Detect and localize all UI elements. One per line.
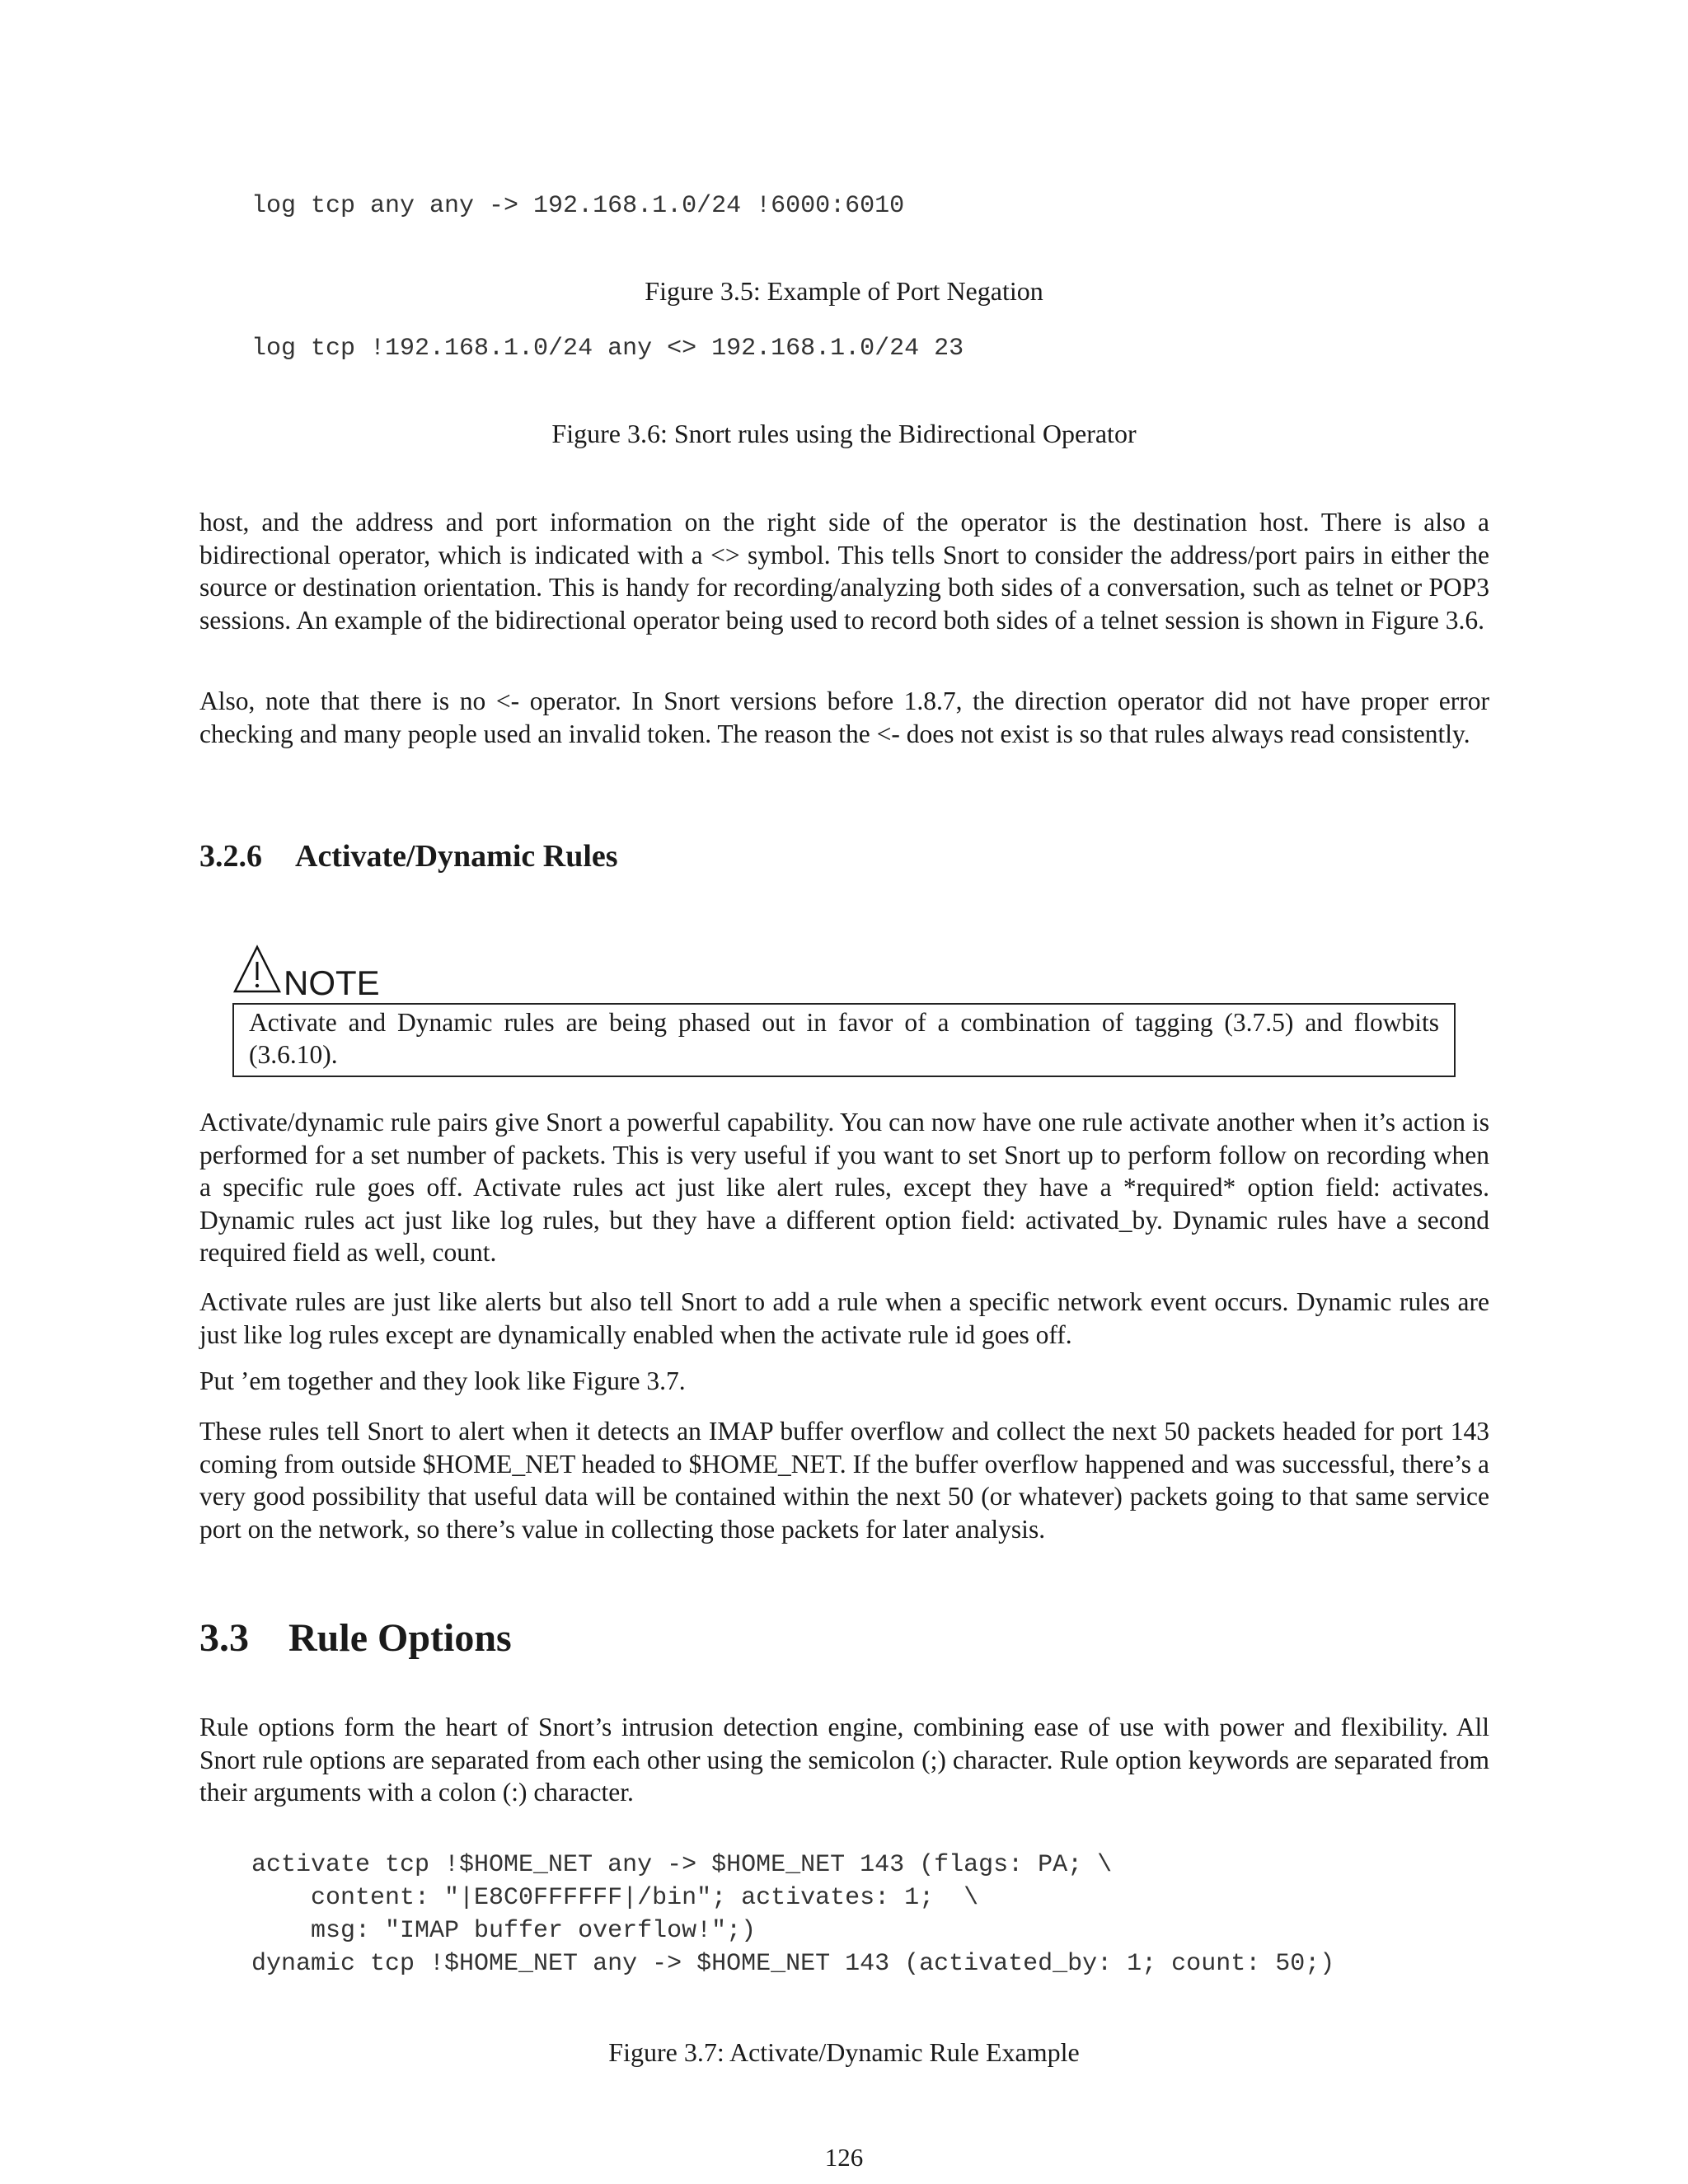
section-heading-3-2-6: [199, 838, 618, 874]
figure-3-5-code: log tcp any any -> 192.168.1.0/24 !6000:6010: [251, 192, 905, 220]
paragraph-imap-overflow: These rules tell Snort to alert when it detects an IMAP buffer overflow and collect the next 50 packets headed for port 143 coming from outside $HOME_NET headed to $HOME_NET. If the buffer overflow happened and was successful, there’s a very good possibility that useful data will be contained within the next 50 (or whatever) packets going to that same service port on the network, so there’s value in collecting those packets for later analysis.: [199, 1417, 1489, 1544]
warning-triangle-icon: [232, 944, 282, 1003]
paragraph-activate-dynamic-pairs: Activate/dynamic rule pairs give Snort a powerful capability. You can now have one rule activate another when it’s action is performed for a set number of packets. This is very useful if you want to set Snort up to perform follow on recording when a specific rule goes off. Activate rules act just like alert rules, except they have a *required* option field: activates. Dynamic rules act just like log rules, but they have a different option field: activated_by. Dynamic rules have a second required field as well, count.: [199, 1108, 1489, 1267]
section-heading-3-3: [199, 1615, 512, 1661]
code-line: dynamic tcp !$HOME_NET any -> $HOME_NET 143 (activated_by: 1; count: 50;): [251, 1950, 1335, 1978]
code-line: msg: "IMAP buffer overflow!";): [251, 1917, 757, 1945]
page-number: 126: [824, 2143, 864, 2172]
code-line: activate tcp !$HOME_NET any -> $HOME_NET 143 (flags: PA; \: [251, 1851, 1113, 1879]
figure-3-6-caption: Figure 3.6: Snort rules using the Bidirectional Operator: [551, 419, 1137, 448]
note-header: [232, 944, 380, 1001]
figure-3-7-caption: Figure 3.7: Activate/Dynamic Rule Example: [608, 2037, 1080, 2067]
paragraph-bidirectional: host, and the address and port information on the right side of the operator is the destination host. There is also a bidirectional operator, which is indicated with a <> symbol. This tells Snort to consider the address/port pairs in either the source or destination orientation. This is handy for recording/analyzing both sides of a conversation, such as telnet or POP3 sessions. An example of the bidirectional operator being used to record both sides of a telnet session is shown in Figure 3.6.: [199, 508, 1489, 635]
figure-3-5-caption: Figure 3.5: Example of Port Negation: [645, 276, 1043, 306]
note-box: Activate and Dynamic rules are being phased out in favor of a combination of tagging (3.7.5) and flowbits (3.6.10).: [232, 1003, 1456, 1077]
section-title: Activate/Dynamic Rules: [295, 839, 618, 874]
figure-3-7-code: [251, 1849, 1334, 1980]
paragraph-put-together: Put ’em together and they look like Figure 3.7.: [199, 1366, 686, 1395]
section-number: 3.2.6: [199, 839, 262, 874]
paragraph-no-reverse-operator: Also, note that there is no <- operator. In Snort versions before 1.8.7, the direction operator did not have proper error checking and many people used an invalid token. The reason the <- does not exist is so that rules always read consistently.: [199, 687, 1489, 748]
section-number: 3.3: [199, 1616, 249, 1660]
figure-3-6-code: log tcp !192.168.1.0/24 any <> 192.168.1.0/24 23: [251, 335, 964, 363]
paragraph-rule-options: Rule options form the heart of Snort’s intrusion detection engine, combining ease of use with power and flexibility. All Snort rule options are separated from each other using the semicolon (;) character. Rule option keywords are separated from their arguments with a colon (:) character.: [199, 1713, 1489, 1807]
code-line: content: "|E8C0FFFFFF|/bin"; activates: 1; \: [251, 1884, 979, 1912]
note-title: NOTE: [284, 963, 380, 1002]
paragraph-activate-rules: Activate rules are just like alerts but also tell Snort to add a rule when a specific network event occurs. Dynamic rules are just like log rules except are dynamically enabled when the activate rule id goes off.: [199, 1287, 1489, 1349]
section-title: Rule Options: [288, 1616, 512, 1660]
